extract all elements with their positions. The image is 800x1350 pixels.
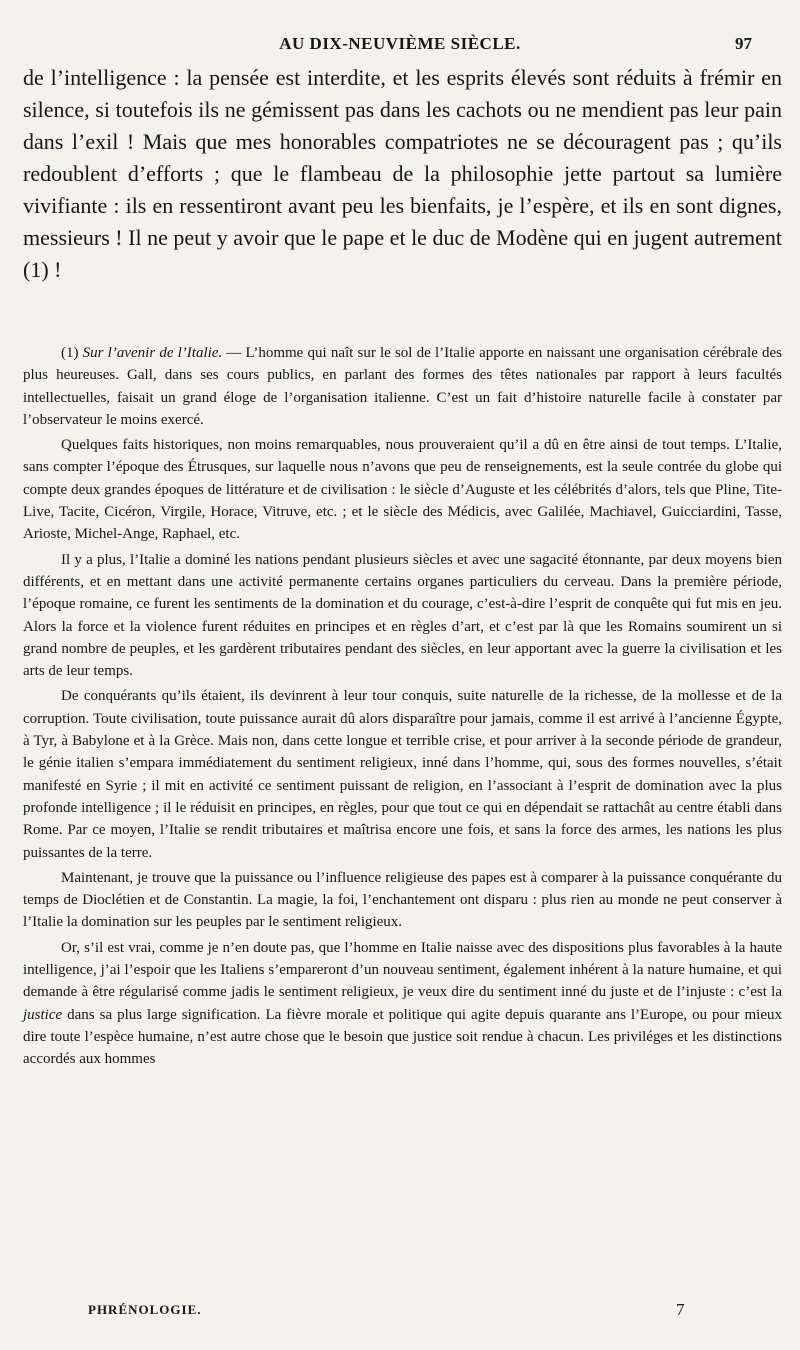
footnote-paragraph-2: Quelques faits historiques, non moins remarquables, nous prouveraient qu’il a dû en être ainsi de tout temps. L’Italie, sans compter l’époque des Étrusques, sur laquelle nous n’avons que peu de renseignements, est la seule contrée du globe qui compte deux grandes époques de littérature et de civilisation : le siècle d’Auguste et les célébrités d’alors, tels que Pline, Tite-Live, Tacite, Cicéron, Virgile, Horace, Vitruve, etc. ; et le siècle des Médicis, avec Galilée, Machiavel, Guicciardini, Tasse, Arioste, Michel-Ange, Raphael, etc. [23,437,782,543]
signature-number: 7 [676,1300,685,1319]
footnote-paragraph-4: De conquérants qu’ils étaient, ils devinrent à leur tour conquis, suite naturelle de la richesse, de la mollesse et de la corruption. Toute civilisation, toute puissance aurait dû alors disparaître pour jamais, comme il est arrivé à l’ancienne Égypte, à Tyr, à Babylone et à la Grèce. Mais non, dans cette longue et terrible crise, et pour arriver à la seconde période de grandeur, le génie italien s’empara immédiatement du sentiment religieux, inné dans l’homme, qui, sous des formes nouvelles, s’était manifesté en Syrie ; il mit en activité ce sentiment puissant de religion, en l’associant à l’esprit de domination avec la plus profonde intelligence ; il le réduisit en principes, en règles, pour que tout ce qui en dépendait se rattachât au centre établi dans Rome. Par ce moyen, l’Italie se rendit tributaires et maîtrisa encore une fois, et sans la force des armes, les nations les plus puissantes de la terre. [23,688,782,861]
main-paragraph: de l’intelligence : la pensée est interdite, et les esprits élevés sont réduits à frémir en silence, si toutefois ils ne gémissent pas dans les cachots ou ne mendient pas leur pain dans l’exil ! Mais que mes honorables compatriotes ne se découragent pas ; qu’ils redoublent d’efforts ; que le flambeau de la philosophie jette partout sa lumière vivifiante : ils en ressentiront avant peu les bienfaits, je l’espère, et ils en sont dignes, messieurs ! Il ne peut y avoir que le pape et le duc de Modène qui en jugent autrement (1) ! [23,65,782,282]
footnote-text-1: — L’homme qui naît sur le sol de l’Italie apporte en naissant une organisation cérébrale des plus heureuses. Gall, dans ses cours publics, en parlant des formes des têtes nationales par rapport à leurs facultés intellectuelles, faisait un grand éloge de l’organisation italienne. C’est un fait d’histoire naturelle facile à constater par l’observateur le moins exercé. [23,345,783,428]
footnote-text-6a: Or, s’il est vrai, comme je n’en doute pas, que l’homme en Italie naisse avec des dispositions plus favorables à la haute intelligence, j’ai l’espoir que les Italiens s’empareront d’un nouveau sentiment, également inhérent à la nature humaine, et qui demande à être régularisé comme jadis le sentiment religieux, je veux dire du sentiment inné du juste et de l’injuste : c’est la [23,939,782,1001]
footnote-marker: (1) [61,345,79,361]
footnote [23,342,782,1071]
signature-mark: PHRÉNOLOGIE. [88,1302,202,1317]
footnote-paragraph-6 [23,937,782,1071]
footnote-paragraph-1 [23,342,782,431]
page-number: 97 [735,34,752,53]
running-head [0,34,800,58]
footnote-paragraph-5: Maintenant, je trouve que la puissance ou l’influence religieuse des papes est à comparer à la puissance conquérante du temps de Dioclétien et de Constantin. La magie, la foi, l’enchantement ont disparu : plus rien au monde ne peut conserver à l’Italie la domination sur les peuples par le sentiment religieux. [23,869,782,931]
emphasis-justice: justice [23,1006,63,1023]
footnote-paragraph-3: Il y a plus, l’Italie a dominé les nations pendant plusieurs siècles et avec une sagacité étonnante, par deux moyens bien différents, et en mettant dans une activité permanente certains organes particuliers du cerveau. Dans la première période, l’époque romaine, ce furent les sentiments de la domination et du courage, c’est-à-dire l’esprit de conquête qui fut mis en jeu. Alors la force et la violence furent réduites en principes et en règles d’art, et c’est par là que les Romains soumirent un si grand nombre de peuples, et les gardèrent tributaires pendant des siècles, en leur apportant avec la guerre la civilisation et les arts de leur temps. [23,551,782,680]
running-title: AU DIX-NEUVIÈME SIÈCLE. [279,34,521,53]
footnote-title: Sur l’avenir de l’Italie. [82,345,223,361]
footnote-text-6b: dans sa plus large signification. La fièvre morale et politique qui agite depuis quarante ans l’Europe, ou pour mieux dire toute l’espèce humaine, n’est autre chose que le besoin que justice soit rendue à chacun. Les priviléges et les distinctions accordés aux hommes [23,1006,783,1068]
